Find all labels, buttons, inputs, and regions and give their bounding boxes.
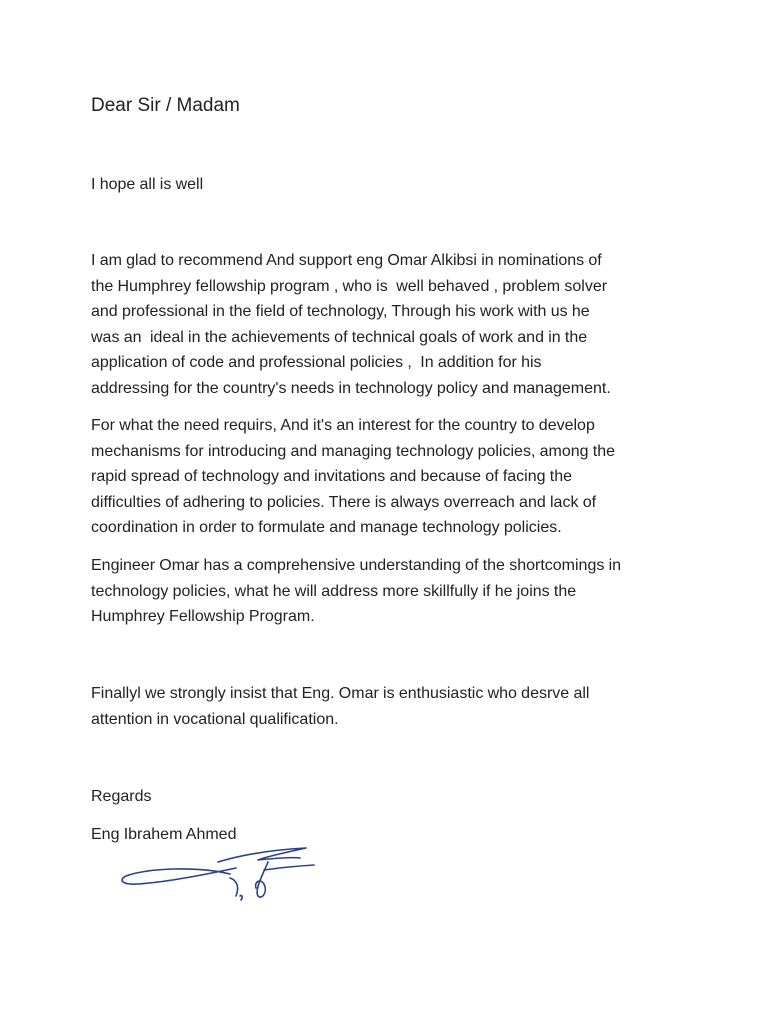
signer-name: Eng Ibrahem Ahmed xyxy=(91,826,237,843)
handwritten-signature xyxy=(118,838,318,908)
paragraph-conclusion: Finallyl we strongly insist that Eng. Omar is enthusiastic who desrve all attention in vocational qualification. xyxy=(91,685,590,728)
salutation: Dear Sir / Madam xyxy=(91,95,240,116)
paragraph-need: For what the need requirs, And it's an interest for the country to develop mechanisms for introducing and managing technology policies, among the rapid spread of technology and invitations and because of facing the difficulties of adhering to policies. There is always overreach and lack of coordination in order to formulate and manage technology policies. xyxy=(91,417,616,536)
closing: Regards xyxy=(91,788,152,805)
paragraph-recommendation: I am glad to recommend And support eng Omar Alkibsi in nominations of the Humphrey fellowship program , who is well behaved , problem solver and professional in the field of technology, Through his work with us he was an ideal in the achievements of technical goals of work and in the application of code and professional policies , In addition for his addressing for the country's needs in technology policy and management. xyxy=(91,252,611,397)
paragraph-understanding: Engineer Omar has a comprehensive understanding of the shortcomings in technology policies, what he will address more skillfully if he joins the Humphrey Fellowship Program. xyxy=(91,557,622,625)
greeting: I hope all is well xyxy=(91,176,204,193)
